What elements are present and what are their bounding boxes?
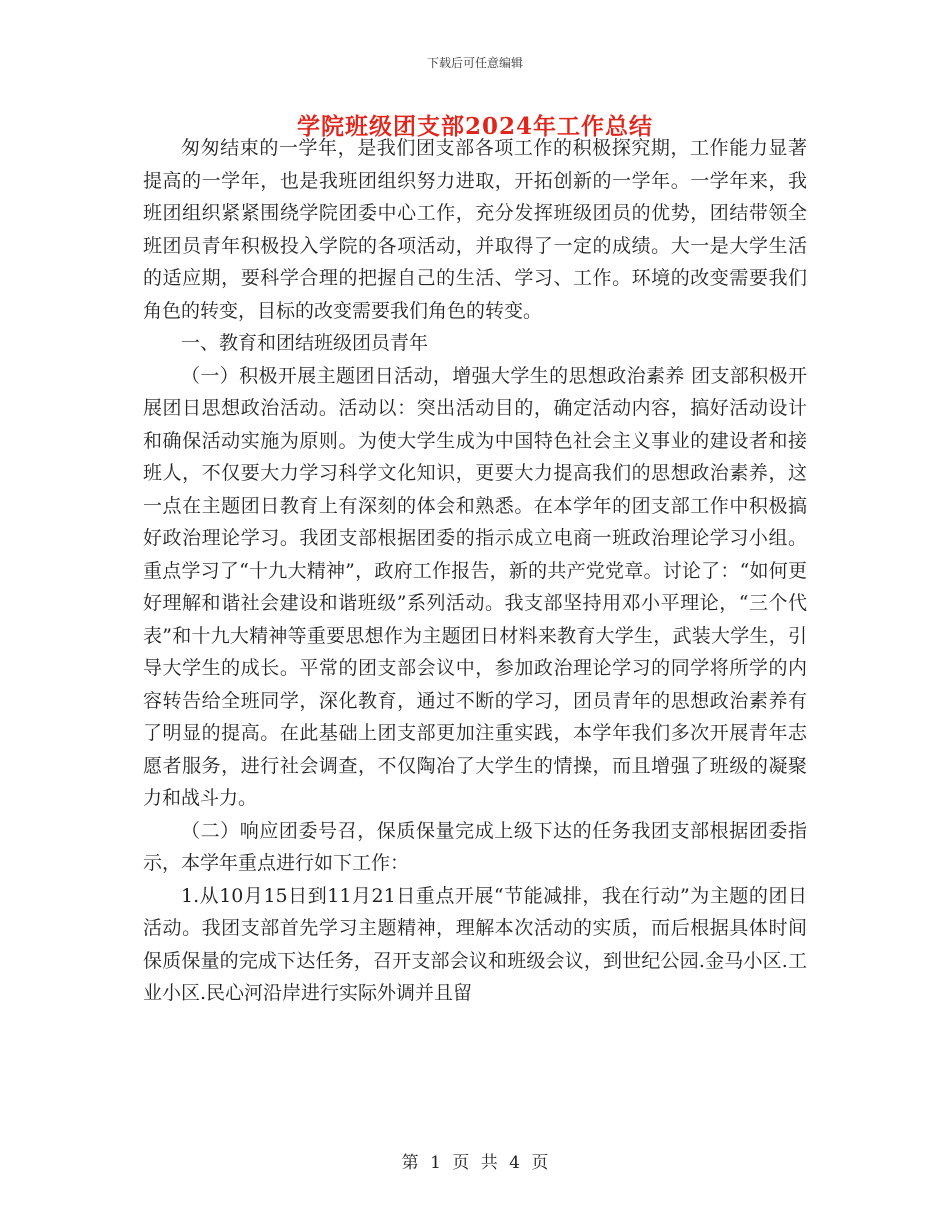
paragraph-subsection-1: （一）积极开展主题团日活动，增强大学生的思想政治素养 团支部积极开展团日思想政治活动。活动以：突出活动目的，确定活动内容，搞好活动设计和确保活动实施为原则。为使大学生成为中国特色社会主义事业的建设者和接班人，不仅要大力学习科学文化知识，更要大力提高我们的思想政治素养，这一点在主题团日教育上有深刻的体会和熟悉。在本学年的团支部工作中积极搞好政治理论学习。我团支部根据团委的指示成立电商一班政治理论学习小组。重点学习了“十九大精神”，政府工作报告，新的共产党党章。讨论了：“如何更好理解和谐社会建设和谐班级”系列活动。我支部坚持用邓小平理论，“三个代表”和十九大精神等重要思想作为主题团日材料来教育大学生，武装大学生，引导大学生的成长。平常的团支部会议中，参加政治理论学习的同学将所学的内容转告给全班同学，深化教育，通过不断的学习，团员青年的思想政治素养有了明显的提高。在此基础上团支部更加注重实践，本学年我们多次开展青年志愿者服务，进行社会调查，不仅陶冶了大学生的情操，而且增强了班级的凝聚力和战斗力。 bbox=[143, 364, 807, 809]
document-title: 学院班级团支部2024年工作总结 bbox=[296, 113, 653, 140]
page-header-note: 下载后可任意编辑 bbox=[426, 56, 523, 70]
page-number-footer: 第 1 页 共 4 页 bbox=[401, 1153, 549, 1173]
paragraph-item-1: 1.从10月15日到11月21日重点开展“节能减排，我在行动”为主题的团日活动。我团支部首先学习主题精神，理解本次活动的实质，而后根据具体时间保质保量的完成下达任务，召开支部会议和班级会议，到世纪公园.金马小区.工业小区.民心河沿岸进行实际外调并且留 bbox=[143, 884, 807, 1004]
section-heading-1: 一、教育和团结班级团员青年 bbox=[181, 332, 429, 354]
paragraph-intro: 匆匆结束的一学年，是我们团支部各项工作的积极探究期，工作能力显著提高的一学年，也是我班团组织努力进取，开拓创新的一学年。一学年来，我班团组织紧紧围绕学院团委中心工作，充分发挥班级团员的优势，团结带领全班团员青年积极投入学院的各项活动，并取得了一定的成绩。大一是大学生活的适应期，要科学合理的把握自己的生活、学习、工作。环境的改变需要我们角色的转变，目标的改变需要我们角色的转变。 bbox=[143, 137, 807, 322]
document-body bbox=[143, 132, 807, 1010]
paragraph-subsection-2: （二）响应团委号召，保质保量完成上级下达的任务我团支部根据团委指示，本学年重点进行如下工作： bbox=[143, 819, 807, 874]
